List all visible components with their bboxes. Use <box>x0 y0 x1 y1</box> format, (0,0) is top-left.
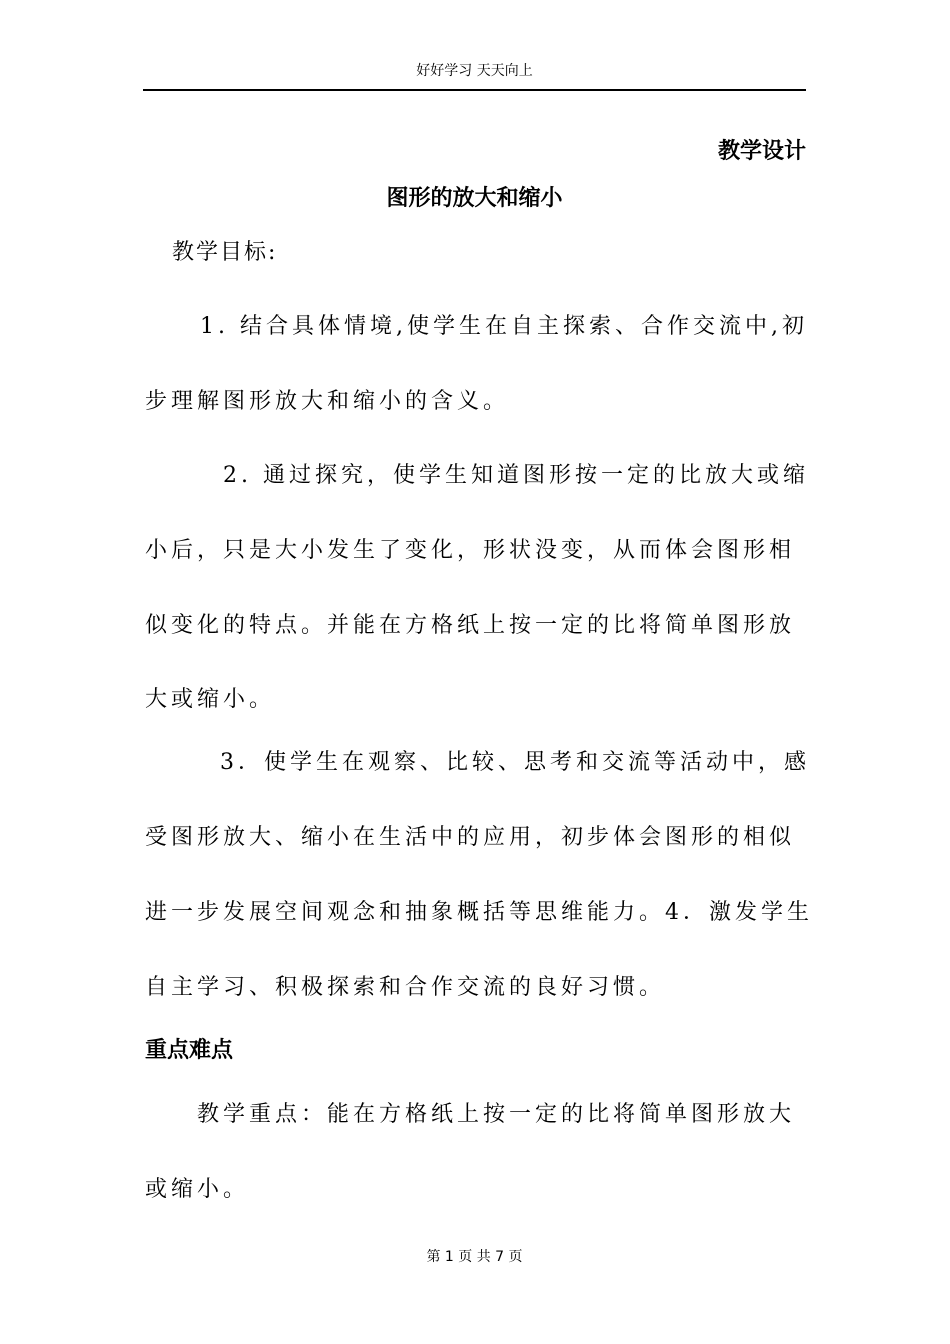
paragraph-line: 3．使学生在观察、比较、思考和交流等活动中，感 <box>220 750 810 775</box>
section-heading-objectives: 教学目标: <box>172 240 278 265</box>
section-heading-key-points: 重点难点 <box>145 1038 234 1063</box>
paragraph-line: 1. 结合具体情境,使学生在自主探索、合作交流中,初 <box>200 314 808 339</box>
page-header: 好好学习 天天向上 <box>416 63 533 79</box>
paragraph-line: 受图形放大、缩小在生活中的应用，初步体会图形的相似 <box>145 825 796 850</box>
document-type-label: 教学设计 <box>717 139 806 164</box>
document-title: 图形的放大和缩小 <box>386 186 563 211</box>
paragraph-line: 或缩小。 <box>145 1177 250 1202</box>
header-divider <box>143 89 806 91</box>
paragraph-line: 教学重点：能在方格纸上按一定的比将简单图形放大 <box>197 1102 796 1127</box>
paragraph-line: 进一步发展空间观念和抽象概括等思维能力。4．激发学生 <box>145 900 813 925</box>
paragraph-line: 自主学习、积极探索和合作交流的良好习惯。 <box>145 975 666 1000</box>
page-footer: 第 1 页 共 7 页 <box>426 1249 523 1265</box>
paragraph-line: 小后，只是大小发生了变化，形状没变，从而体会图形相 <box>145 538 796 563</box>
paragraph-line: 大或缩小。 <box>145 687 276 712</box>
paragraph-line: 似变化的特点。并能在方格纸上按一定的比将简单图形放 <box>145 613 796 638</box>
paragraph-line: 2. 通过探究，使学生知道图形按一定的比放大或缩 <box>223 463 809 488</box>
paragraph-line: 步理解图形放大和缩小的含义。 <box>145 389 510 414</box>
